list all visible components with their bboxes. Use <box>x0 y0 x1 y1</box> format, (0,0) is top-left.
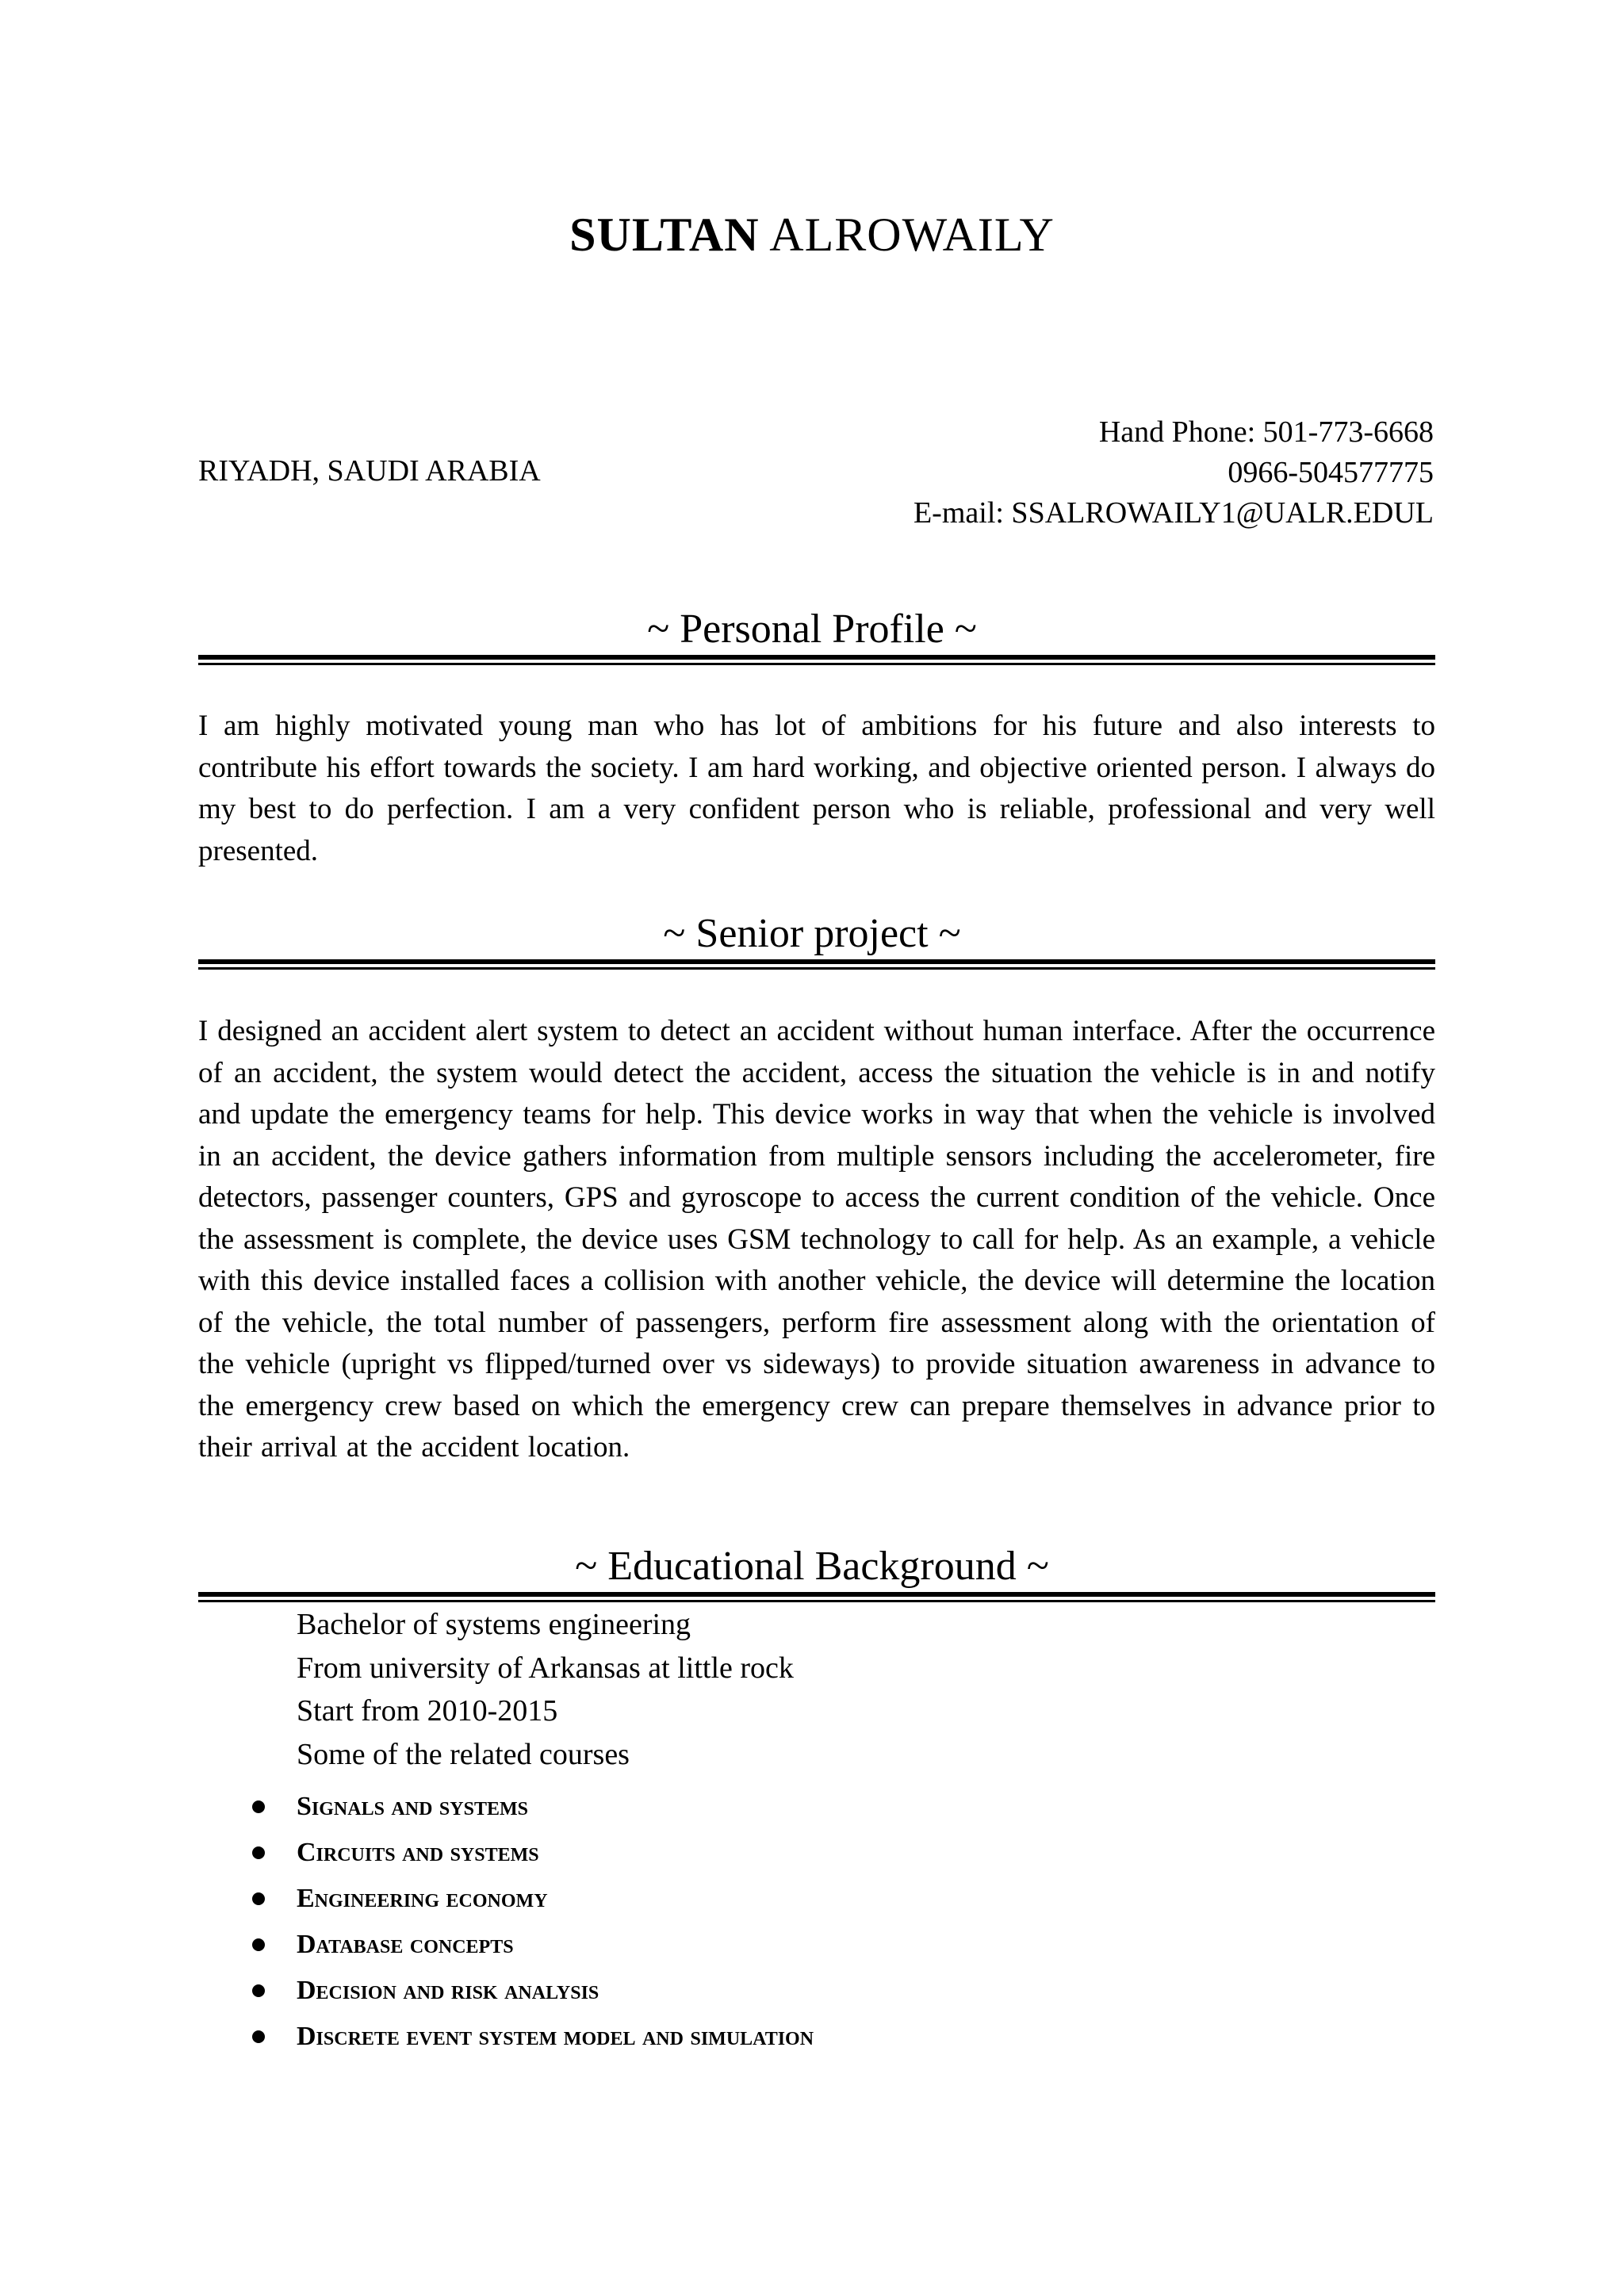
courses-intro: Some of the related courses <box>297 1737 630 1771</box>
divider-thick-line <box>198 1592 1435 1597</box>
section-divider <box>198 959 1435 970</box>
section-title-profile: ~ Personal Profile ~ <box>647 607 977 652</box>
bullet-icon <box>252 1984 265 1997</box>
bullet-icon <box>252 1846 265 1859</box>
bullet-icon <box>252 1800 265 1813</box>
bullet-icon <box>252 1938 265 1951</box>
name-last: ALROWAILY <box>769 209 1055 261</box>
divider-thin-line <box>198 1600 1435 1602</box>
course-label: Circuits and systems <box>297 1838 539 1867</box>
course-label: Database concepts <box>297 1930 514 1959</box>
location: RIYADH, SAUDI ARABIA <box>198 454 541 488</box>
bullet-icon <box>252 1892 265 1905</box>
course-label: Discrete event system model and simulation <box>297 2022 814 2051</box>
section-divider <box>198 1592 1435 1603</box>
resume-name <box>0 208 1624 262</box>
course-item <box>238 1876 814 1922</box>
course-label: Decision and risk analysis <box>297 1976 599 2005</box>
course-item <box>238 1784 814 1830</box>
section-title-senior-project: ~ Senior project ~ <box>663 911 961 956</box>
divider-thick-line <box>198 959 1435 964</box>
divider-thin-line <box>198 967 1435 970</box>
bullet-icon <box>252 2030 265 2043</box>
divider-thick-line <box>198 655 1435 660</box>
phone-line: Hand Phone: 501-773-6668 <box>1098 415 1434 449</box>
phone-alt: 0966-504577775 <box>1228 456 1434 489</box>
course-item <box>238 1968 814 2014</box>
contact-block <box>914 412 1434 534</box>
course-item <box>238 1830 814 1876</box>
course-label: Signals and systems <box>297 1792 528 1821</box>
section-divider <box>198 655 1435 666</box>
study-period: Start from 2010-2015 <box>297 1694 558 1728</box>
course-item <box>238 2014 814 2060</box>
divider-thin-line <box>198 663 1435 665</box>
profile-text: I am highly motivated young man who has lot of ambitions for his future and also interests to contribute his effort towards the society. I am hard working, and objective oriented person. I always do my best to do perfection. I am a very confident person who is reliable, professional and very well presented. <box>198 710 1435 867</box>
university: From university of Arkansas at little rock <box>297 1651 794 1685</box>
name-first: SULTAN <box>569 209 760 261</box>
course-item <box>238 1922 814 1968</box>
course-list <box>238 1784 814 2060</box>
course-label: Engineering economy <box>297 1884 548 1913</box>
section-title-education: ~ Educational Background ~ <box>575 1544 1049 1589</box>
education-details <box>297 1603 794 1776</box>
email-line: E-mail: SSALROWAILY1@UALR.EDUL <box>913 496 1434 530</box>
degree: Bachelor of systems engineering <box>297 1608 691 1641</box>
senior-project-text: I designed an accident alert system to detect an accident without human interface. After the occurrence of an accident, the system would detect the accident, access the situation the vehicle is in and notify and update the emergency teams for help. This device works in way that when the vehicle is involved in an accident, the device gathers information from multiple sensors including the accelerometer, fire detectors, passenger counters, GPS and gyroscope to access the current condition of the vehicle. Once the assessment is complete, the device uses GSM technology to call for help. As an example, a vehicle with this device installed faces a collision with another vehicle, the device will determine the location of the vehicle, the total number of passengers, perform fire assessment along with the orientation of the vehicle (upright vs flipped/turned over vs sideways) to provide situation awareness in advance to the emergency crew based on which the emergency crew can prepare themselves in advance prior to their arrival at the accident location. <box>198 1015 1435 1464</box>
